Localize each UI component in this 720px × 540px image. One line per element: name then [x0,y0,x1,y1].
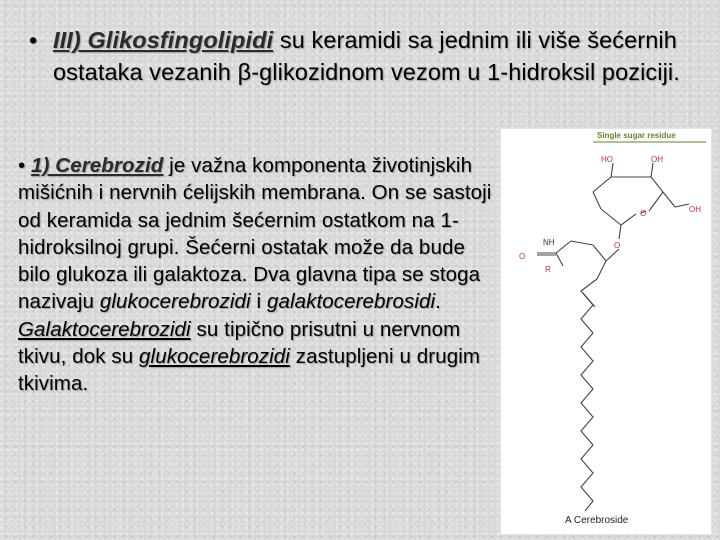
figure-caption: A Cerebroside [565,515,629,526]
body-paragraph [18,152,498,398]
single-sugar-residue-label: Single sugar residue [597,131,676,140]
heading-text [29,24,709,88]
sugar-ring [593,163,689,239]
sphingosine-tail [581,279,597,511]
atom-oh-2: OH [689,205,701,214]
atom-ho-1: HO [601,155,613,164]
heading-bullet: • [29,27,38,53]
cerebroside-structure-figure [500,128,712,535]
cerebroside-diagram [501,129,711,534]
body-text-4: su tipično prisutni u nervnom tkivu, dok su [18,317,461,369]
body-text-2: i [250,290,267,314]
body-term: 1) Cerebrozid [31,154,164,177]
slide-heading [29,24,709,88]
term-galaktocerebrozidi: Galaktocerebrozidi [18,317,191,341]
body-text-3: . [435,290,441,314]
body-bullet: • [18,154,26,177]
term-galaktocerebrosidi: galaktocerebrosidi [266,290,436,314]
term-glukocerebrozidi-2: glukocerebrozidi [139,345,290,369]
atom-r: R [545,265,551,274]
atom-nh: NH [543,238,555,247]
atom-o-link: O [614,241,621,250]
body-text-5: zastupljeni u drugim tkivima. [18,345,481,396]
body-text-1: je važna komponenta životinjskih mišićnih i nervnih ćelijskih membrana. On se sastoji od keramida sa jednim šećernim ostatkom na 1-hidroksilnoj grupi. Šećerni ostatak može da bude bilo glukoza ili galaktoza. Dva glavna tipa se stoga nazivaju [18,154,492,314]
atom-oh-1: OH [651,155,663,164]
tail-double-bond [583,293,595,307]
atom-o-ring: O [640,209,647,218]
atom-o-carbonyl: O [519,252,526,261]
heading-term: III) Glikosfingolipidi [53,27,274,53]
term-glukocerebrozidi: glukocerebrozidi [99,290,251,314]
heading-rest: su keramidi sa jednim ili više šećernih ostataka vezanih β-glikozidnom vezom u 1-hidroksil poziciji. [53,27,680,85]
